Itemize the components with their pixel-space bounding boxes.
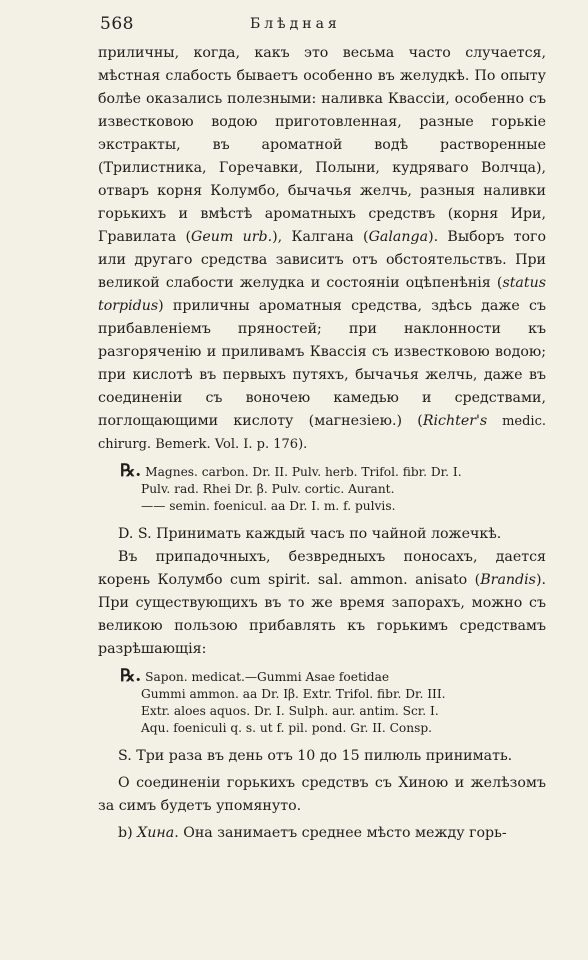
text-run: . Она занимаетъ среднее мѣсто между горь- bbox=[174, 825, 507, 841]
text-run: приличны, когда, какъ это весьма часто случается, мѣстная слабость бываетъ особенно въ желудкѣ. По опыту болѣе оказались полезными: наливка Квассіи, особенно съ известковою водою приготовленная, разные горькіе экстракты, въ ароматной водѣ растворенные (Трилистника, Горечавки, Полыни, кудряваго Волчца), отваръ корня Колумбо, бычачья желчь, разныя наливки горькихъ и вмѣстѣ ароматныхъ средствъ (корня Ири, Гравилата ( bbox=[98, 45, 546, 245]
prescription-line: —— semin. foenicul. aa Dr. I. m. f. pulvis. bbox=[141, 499, 396, 513]
citation-author: Brandis bbox=[480, 572, 536, 588]
prescription-2 bbox=[120, 668, 546, 737]
paragraph-diarrhea bbox=[98, 546, 546, 661]
section-term: Хина bbox=[137, 825, 175, 841]
recipe-symbol: ℞. bbox=[120, 461, 142, 481]
prescription-line bbox=[120, 668, 546, 686]
prescription-line: Extr. aloes aquos. Dr. I. Sulph. aur. antim. Scr. I. bbox=[141, 704, 439, 718]
prescription-line: Aqu. foeniculi q. s. ut f. pil. pond. Gr. II. Consp. bbox=[141, 721, 433, 735]
text-run: ). При существующихъ въ то же время запорахъ, можно съ великою пользою прибавлять къ горькимъ средствамъ разрѣшающія: bbox=[98, 572, 546, 657]
paragraph-combination: О соединеніи горькихъ средствъ съ Хиною и желѣзомъ за симъ будетъ упомянуто. bbox=[98, 775, 546, 814]
citation-author: Richter's bbox=[422, 413, 488, 429]
paragraph-treatment bbox=[98, 42, 546, 456]
paragraph-china bbox=[98, 822, 546, 845]
recipe-symbol: ℞. bbox=[120, 666, 142, 686]
prescription-1 bbox=[120, 463, 546, 515]
prescription-line: Pulv. rad. Rhei Dr. β. Pulv. cortic. Aurant. bbox=[141, 482, 395, 496]
text-run: ). Выборъ того или другаго средства зависитъ отъ обстоятельствъ. При великой слабости желудка и состояніи оцѣпенѣнія ( bbox=[98, 229, 546, 291]
latin-term: status torpidus bbox=[98, 275, 546, 314]
page-number: 568 bbox=[100, 14, 134, 34]
citation-text: medic. chirurg. Bemerk. Vol. I. p. 176). bbox=[98, 414, 546, 452]
running-title: Блѣдная bbox=[250, 16, 341, 32]
text-run: ) приличны ароматныя средства, здѣсь даже съ прибавленіемъ пряностей; при наклонности къ разгоряченію и приливамъ Квассія съ известковою водою; при кислотѣ въ первыхъ путяхъ, бычачья желчь, даже въ соединеніи съ воночею камедью и средствами, поглощающими кислоту (магнезіею.) ( bbox=[98, 298, 546, 429]
text-run: Въ припадочныхъ, безвредныхъ поносахъ, дается корень Колумбо cum spirit. sal. ammon. anisato ( bbox=[98, 549, 546, 588]
latin-term: Galanga bbox=[368, 229, 429, 245]
text-run: b) bbox=[118, 825, 138, 841]
prescription-text: Magnes. carbon. Dr. II. Pulv. herb. Trifol. fibr. Dr. I. bbox=[145, 465, 462, 479]
text-run: ), Калгана ( bbox=[272, 229, 369, 245]
page-header bbox=[0, 14, 588, 38]
prescription-text: Sapon. medicat.—Gummi Asae foetidae bbox=[145, 670, 390, 684]
prescription-line bbox=[120, 463, 546, 481]
latin-term: Geum urb. bbox=[191, 229, 273, 245]
prescription-line: Gummi ammon. aa Dr. Iβ. Extr. Trifol. fibr. Dr. III. bbox=[141, 687, 446, 701]
signa-2: S. Три раза въ день отъ 10 до 15 пилюль принимать. bbox=[118, 748, 513, 764]
page-body bbox=[98, 42, 546, 845]
signa-1: D. S. Принимать каждый часъ по чайной ложечкѣ. bbox=[118, 526, 502, 542]
